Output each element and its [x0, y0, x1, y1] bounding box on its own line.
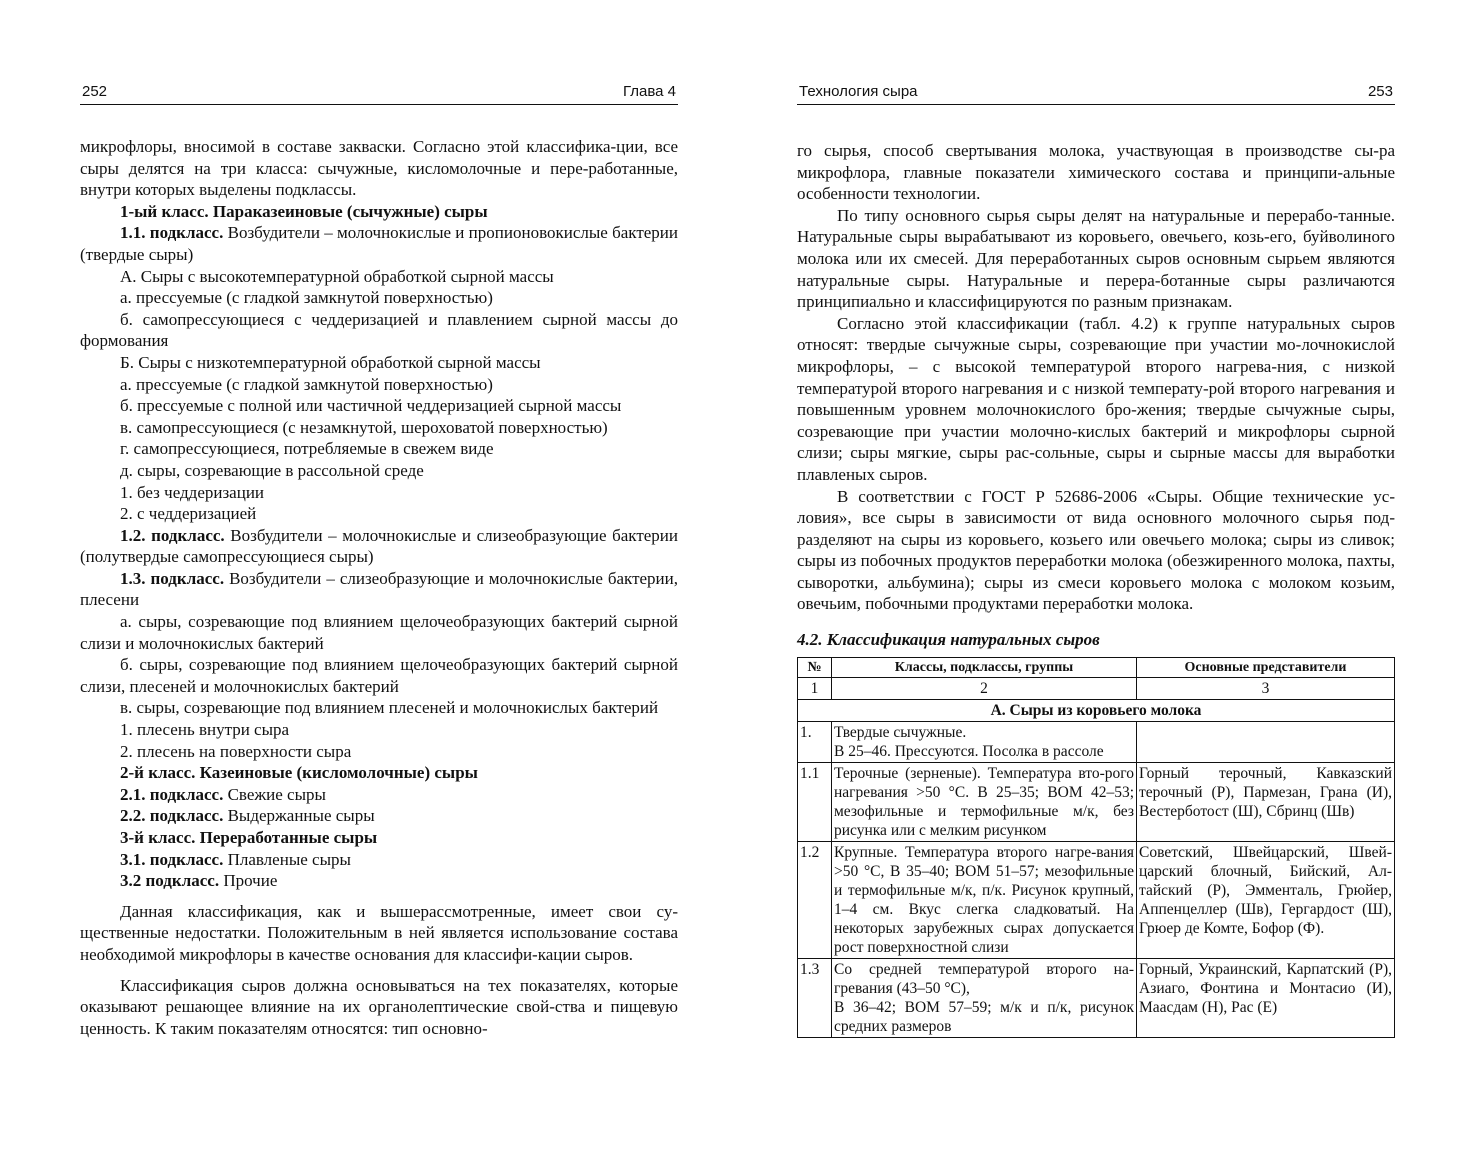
row-number: 1.3	[798, 958, 832, 1037]
list-item: 2. с чеддеризацией	[120, 504, 257, 524]
subclass-label: 1.2. подкласс.	[120, 525, 225, 545]
list-item: а. прессуемые (с гладкой замкнутой поверхностью)	[120, 374, 493, 394]
section-row	[798, 699, 1395, 721]
page-number-left: 252	[82, 83, 108, 100]
subclass-text: Возбудители – молочнокислые и пропионовокислые бактерии (твердые сыры)	[80, 223, 678, 264]
subclass-label: 3.1. подкласс.	[120, 849, 224, 869]
list-item: в. сыры, созревающие под влиянием плесеней и молочнокислых бактерий	[120, 698, 659, 718]
class-heading: 3-й класс. Переработанные сыры	[120, 828, 378, 847]
column-number: 3	[1137, 677, 1395, 699]
subclass-label: 2.1. подкласс.	[120, 784, 224, 804]
column-number-row	[798, 677, 1395, 699]
subclass-label: 1.3. подкласс.	[120, 568, 225, 588]
list-item: б. самопрессующиеся с чеддеризацией и плавлением сырной массы до формования	[80, 309, 678, 351]
column-number: 1	[798, 677, 832, 699]
table-row	[798, 762, 1395, 841]
class-heading: 2-й класс. Казеиновые (кисломолочные) сыры	[120, 763, 478, 783]
right-running-head	[797, 82, 1395, 105]
list-item: б. сыры, созревающие под влиянием щелочеобразующих бактерий сырной слизи, плесеней и молочнокислых бактерий	[80, 655, 678, 696]
subclass-line	[80, 222, 678, 265]
subclass-text: Прочие	[219, 871, 278, 891]
list-item: 1. плесень внутри сыра	[120, 720, 290, 740]
paragraph: Согласно этой классификации (табл. 4.2) к группе натуральных сыров относят: твердые сычужные сыры, созревающие при участии мо-лочнокислой микрофлоры, – с высокой температурой второго нагрева-ния, с низкой температурой второго нагревания и с низкой температу-рой второго нагревания и повышенным уровнем молочнокислого бро-жения; твердые сычужные сыры, созревающие при участии молочно-кислых бактерий и микрофлоры сырной слизи; сыры мягкие, сыры рас-сольные, сыры и сырные массы для выработки плавленых сыров.	[797, 313, 1395, 484]
spacer	[80, 892, 678, 901]
subclass-text: Свежие сыры	[223, 784, 326, 804]
list-item: г. самопрессующиеся, потребляемые в свежем виде	[120, 439, 494, 459]
paragraph: Данная классификация, как и вышерассмотренные, имеет свои су-щественные недостатки. Положительным в ней является использование состава необходимой микрофлоры в качестве основания для классифи-кации сыров.	[80, 901, 678, 964]
row-number: 1.	[798, 721, 832, 762]
paragraph: В соответствии с ГОСТ Р 52686-2006 «Сыры. Общие технические ус-ловия», все сыры в зависимости от вида основного молочного сырья под-разделяют на сыры из коровьего, козьего или овечьего молока; сыры из сливок; сыры из побочных продуктов переработки молока (обезжиренного молока, пахты, сыворотки, альбумина); сыры из смеси коровьего молока с молоком козьим, овечьим, побочными продуктами переработки молока.	[797, 486, 1395, 614]
list-item: б. прессуемые с полной или частичной чеддеризацией сырной массы	[120, 396, 622, 416]
row-group: Со средней температурой второго на-гревания (43–50 °С), В 36–42; ВОМ 57–59; м/к и п/к, рисунок средних размеров	[832, 958, 1137, 1037]
right-page-body	[797, 140, 1395, 1038]
section-title: А. Сыры из коровьего молока	[798, 699, 1395, 721]
row-examples	[1137, 721, 1395, 762]
list-item: Б. Сыры с низкотемпературной обработкой сырной массы	[120, 352, 541, 372]
column-number: 2	[832, 677, 1137, 699]
header-examples: Основные представители	[1137, 657, 1395, 677]
subclass-text: Выдержанные сыры	[223, 806, 375, 826]
header-classes: Классы, подклассы, группы	[832, 657, 1137, 677]
subclass-text: Возбудители – молочнокислые и слизеобразующие бактерии (полутвердые самопрессующиеся сыры)	[80, 525, 679, 567]
table-row	[798, 841, 1395, 958]
row-number: 1.1	[798, 762, 832, 841]
classification-table	[797, 657, 1395, 1038]
list-item: а. прессуемые (с гладкой замкнутой поверхностью)	[120, 288, 493, 308]
list-item: а. сыры, созревающие под влиянием щелочеобразующих бактерий сырной слизи и молочнокислых бактерий	[80, 612, 678, 653]
row-examples: Советский, Швейцарский, Швей-царский блочный, Бийский, Ал-тайский (Р), Эмменталь, Грюйер, Аппенцеллер (Шв), Гергардост (Ш), Грюер де Комте, Бофор (Ф).	[1137, 841, 1395, 958]
paragraph: По типу основного сырья сыры делят на натуральные и перерабо-танные. Натуральные сыры вырабатывают из коровьего, овечьего, козь-его, буйволиного молока или их смесей. Для переработанных сыров основным сырьем являются натуральные сыры. Натуральные и перера-ботанные сыры различаются принципиально и классифицируются по разным признакам.	[797, 205, 1395, 312]
row-examples: Горный, Украинский, Карпатский (Р), Азиаго, Фонтина и Монтасио (И), Маасдам (Н), Рас (Е)	[1137, 958, 1395, 1037]
list-item: 2. плесень на поверхности сыра	[120, 741, 352, 761]
page-number-right: 253	[1367, 83, 1393, 100]
subclass-text: Возбудители – слизеобразующие и молочнокислые бактерии, плесени	[80, 568, 678, 610]
subclass-line	[80, 784, 678, 806]
spacer	[80, 966, 678, 975]
row-number: 1.2	[798, 841, 832, 958]
subclass-line	[80, 870, 678, 892]
row-group: Твердые сычужные. В 25–46. Прессуются. Посолка в рассоле	[832, 721, 1137, 762]
list-item: А. Сыры с высокотемпературной обработкой сырной массы	[120, 266, 554, 286]
list-item: д. сыры, созревающие в рассольной среде	[120, 460, 424, 480]
subclass-line	[80, 568, 678, 611]
table-row	[798, 958, 1395, 1037]
header-number: №	[798, 657, 832, 677]
subclass-label: 2.2. подкласс.	[120, 806, 224, 826]
row-examples: Горный терочный, Кавказский терочный (Р), Пармезан, Грана (И), Вестерботост (Ш), Сбринц (Шв)	[1137, 762, 1395, 841]
table-row	[798, 721, 1395, 762]
subclass-line	[80, 849, 678, 871]
subclass-line	[80, 525, 678, 568]
running-title: Технология сыра	[799, 83, 918, 100]
paragraph: го сырья, способ свертывания молока, участвующая в производстве сы-ра микрофлора, главные показатели химического состава и принципи-альные особенности технологии.	[797, 141, 1395, 204]
subclass-label: 1.1. подкласс.	[120, 223, 224, 243]
row-group: Крупные. Температура второго нагре-вания >50 °С, В 35–40; ВОМ 51–57; мезофильные и термофильные м/к, п/к. Рисунок крупный, 1–4 см. Вкус слегка сладковатый. На некоторых зарубежных сырах допускается рост поверхностной слизи	[832, 841, 1137, 958]
subclass-line	[80, 805, 678, 827]
left-running-head	[80, 82, 678, 105]
class-heading: 1-ый класс. Параказеиновые (сычужные) сыры	[120, 201, 488, 221]
paragraph: Классификация сыров должна основываться на тех показателях, которые оказывают решающее влияние на их органолептические свой-ства и пищевую ценность. К таким показателям относятся: тип основно-	[80, 975, 678, 1038]
left-page-body	[80, 136, 678, 1039]
row-group: Терочные (зерненые). Температура вто-рого нагревания >50 °С. В 25–35; ВОМ 42–53; мезофильные и термофильные м/к, без рисунка или с мелким рисунком	[832, 762, 1137, 841]
table-caption: 4.2. Классификация натуральных сыров	[797, 630, 1100, 650]
paragraph: микрофлоры, вносимой в составе закваски. Согласно этой классифика-ции, все сыры делятся на три класса: сычужные, кисломолочные и пере-работанные, внутри которых выделены подклассы.	[80, 137, 678, 200]
list-item: 1. без чеддеризации	[120, 482, 265, 502]
list-item: в. самопрессующиеся (с незамкнутой, шероховатой поверхностью)	[120, 417, 608, 437]
subclass-text: Плавленые сыры	[223, 849, 351, 869]
subclass-label: 3.2 подкласс.	[120, 871, 220, 891]
chapter-title: Глава 4	[622, 83, 676, 100]
table-header-row	[798, 657, 1395, 677]
